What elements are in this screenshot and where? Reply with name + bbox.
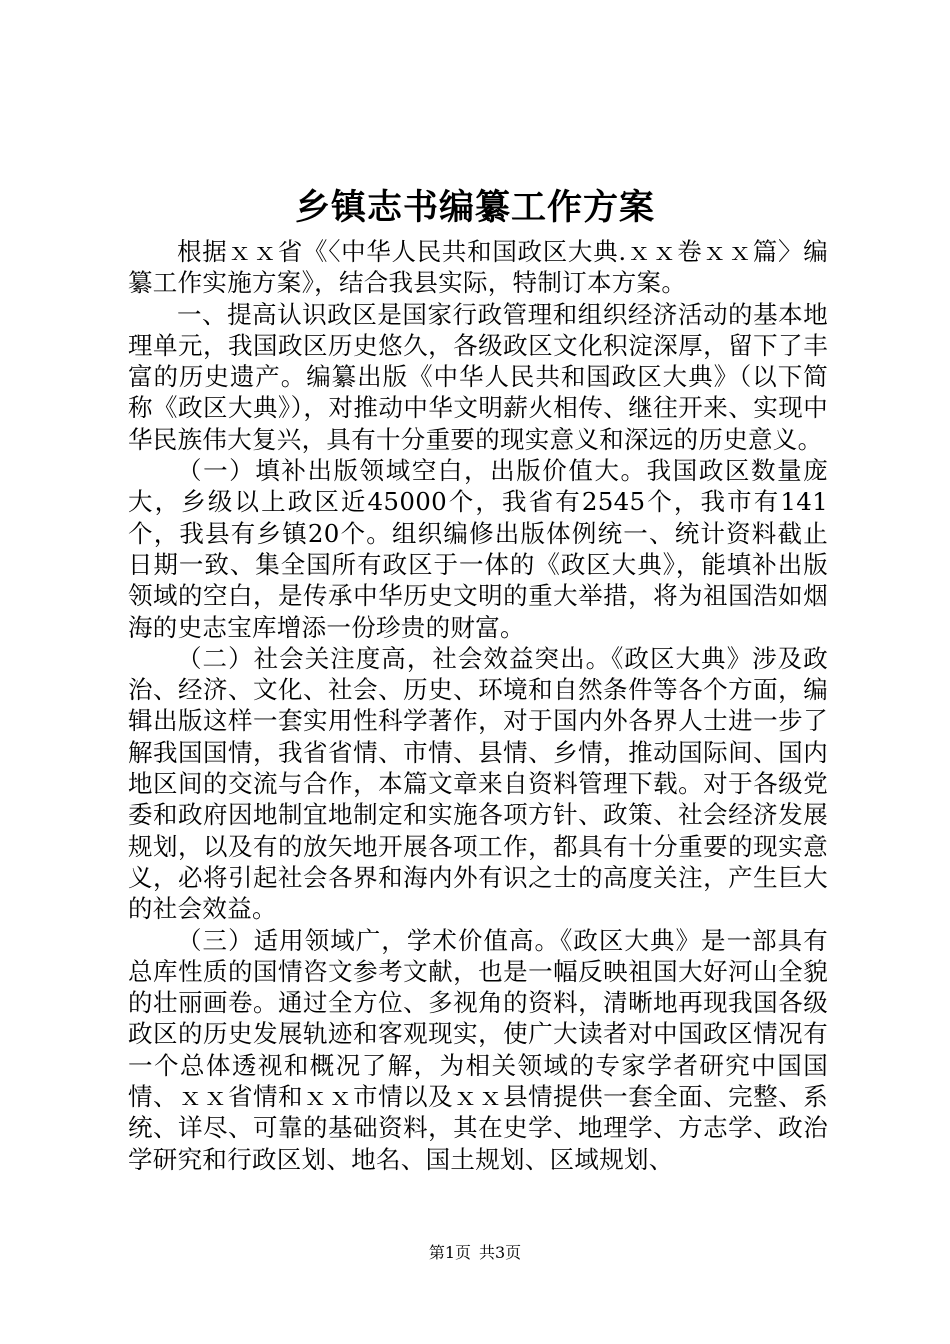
document-body (128, 236, 828, 1175)
page-number: 第1页 (428, 1243, 471, 1262)
page-footer (0, 1242, 950, 1264)
document-title: 乡镇志书编纂工作方案 (294, 187, 655, 228)
paragraph-item-3: （三）适用领域广，学术价值高。《政区大典》是一部具有总库性质的国情咨文参考文献，也是一幅反映祖国大好河山全貌的壮丽画卷。通过全方位、多视角的资料，清晰地再现我国各级政区的历史发展轨迹和客观现实，使广大读者对中国政区情况有一个总体透视和概况了解，为相关领域的专家学者研究中国国情、ｘｘ省情和ｘｘ市情以及ｘｘ县情提供一套全面、完整、系统、详尽、可靠的基础资料，其在史学、地理学、方志学、政治学研究和行政区划、地名、国土规划、区域规划、 (128, 925, 828, 1174)
page-total: 共3页 (479, 1243, 522, 1262)
paragraph-item-2: （二）社会关注度高，社会效益突出。《政区大典》涉及政治、经济、文化、社会、历史、环境和自然条件等各个方面，编辑出版这样一套实用性科学著作，对于国内外各界人士进一步了解我国国情，我省省情、市情、县情、乡情，推动国际间、国内地区间的交流与合作，本篇文章来自资料管理下载。对于各级党委和政府因地制宜地制定和实施各项方针、政策、社会经济发展规划，以及有的放矢地开展各项工作，都具有十分重要的现实意义，必将引起社会各界和海内外有识之士的高度关注，产生巨大的社会效益。 (128, 643, 828, 924)
paragraph-intro: 根据ｘｘ省《〈中华人民共和国政区大典.ｘｘ卷ｘｘ篇〉编纂工作实施方案》，结合我县实际，特制订本方案。 (128, 237, 828, 298)
paragraph-item-1: （一）填补出版领域空白，出版价值大。我国政区数量庞大，乡级以上政区近45000个，我省有2545个，我市有141个，我县有乡镇20个。组织编修出版体例统一、统计资料截止日期一致、集全国所有政区于一体的《政区大典》，能填补出版领域的空白，是传承中华历史文明的重大举措，将为祖国浩如烟海的史志宝库增添一份珍贵的财富。 (128, 456, 828, 642)
paragraph-section-1: 一、提高认识政区是国家行政管理和组织经济活动的基本地理单元，我国政区历史悠久，各级政区文化积淀深厚，留下了丰富的历史遗产。编纂出版《中华人民共和国政区大典》（以下简称《政区大典》），对推动中华文明薪火相传、继往开来、实现中华民族伟大复兴，具有十分重要的现实意义和深远的历史意义。 (128, 299, 828, 454)
